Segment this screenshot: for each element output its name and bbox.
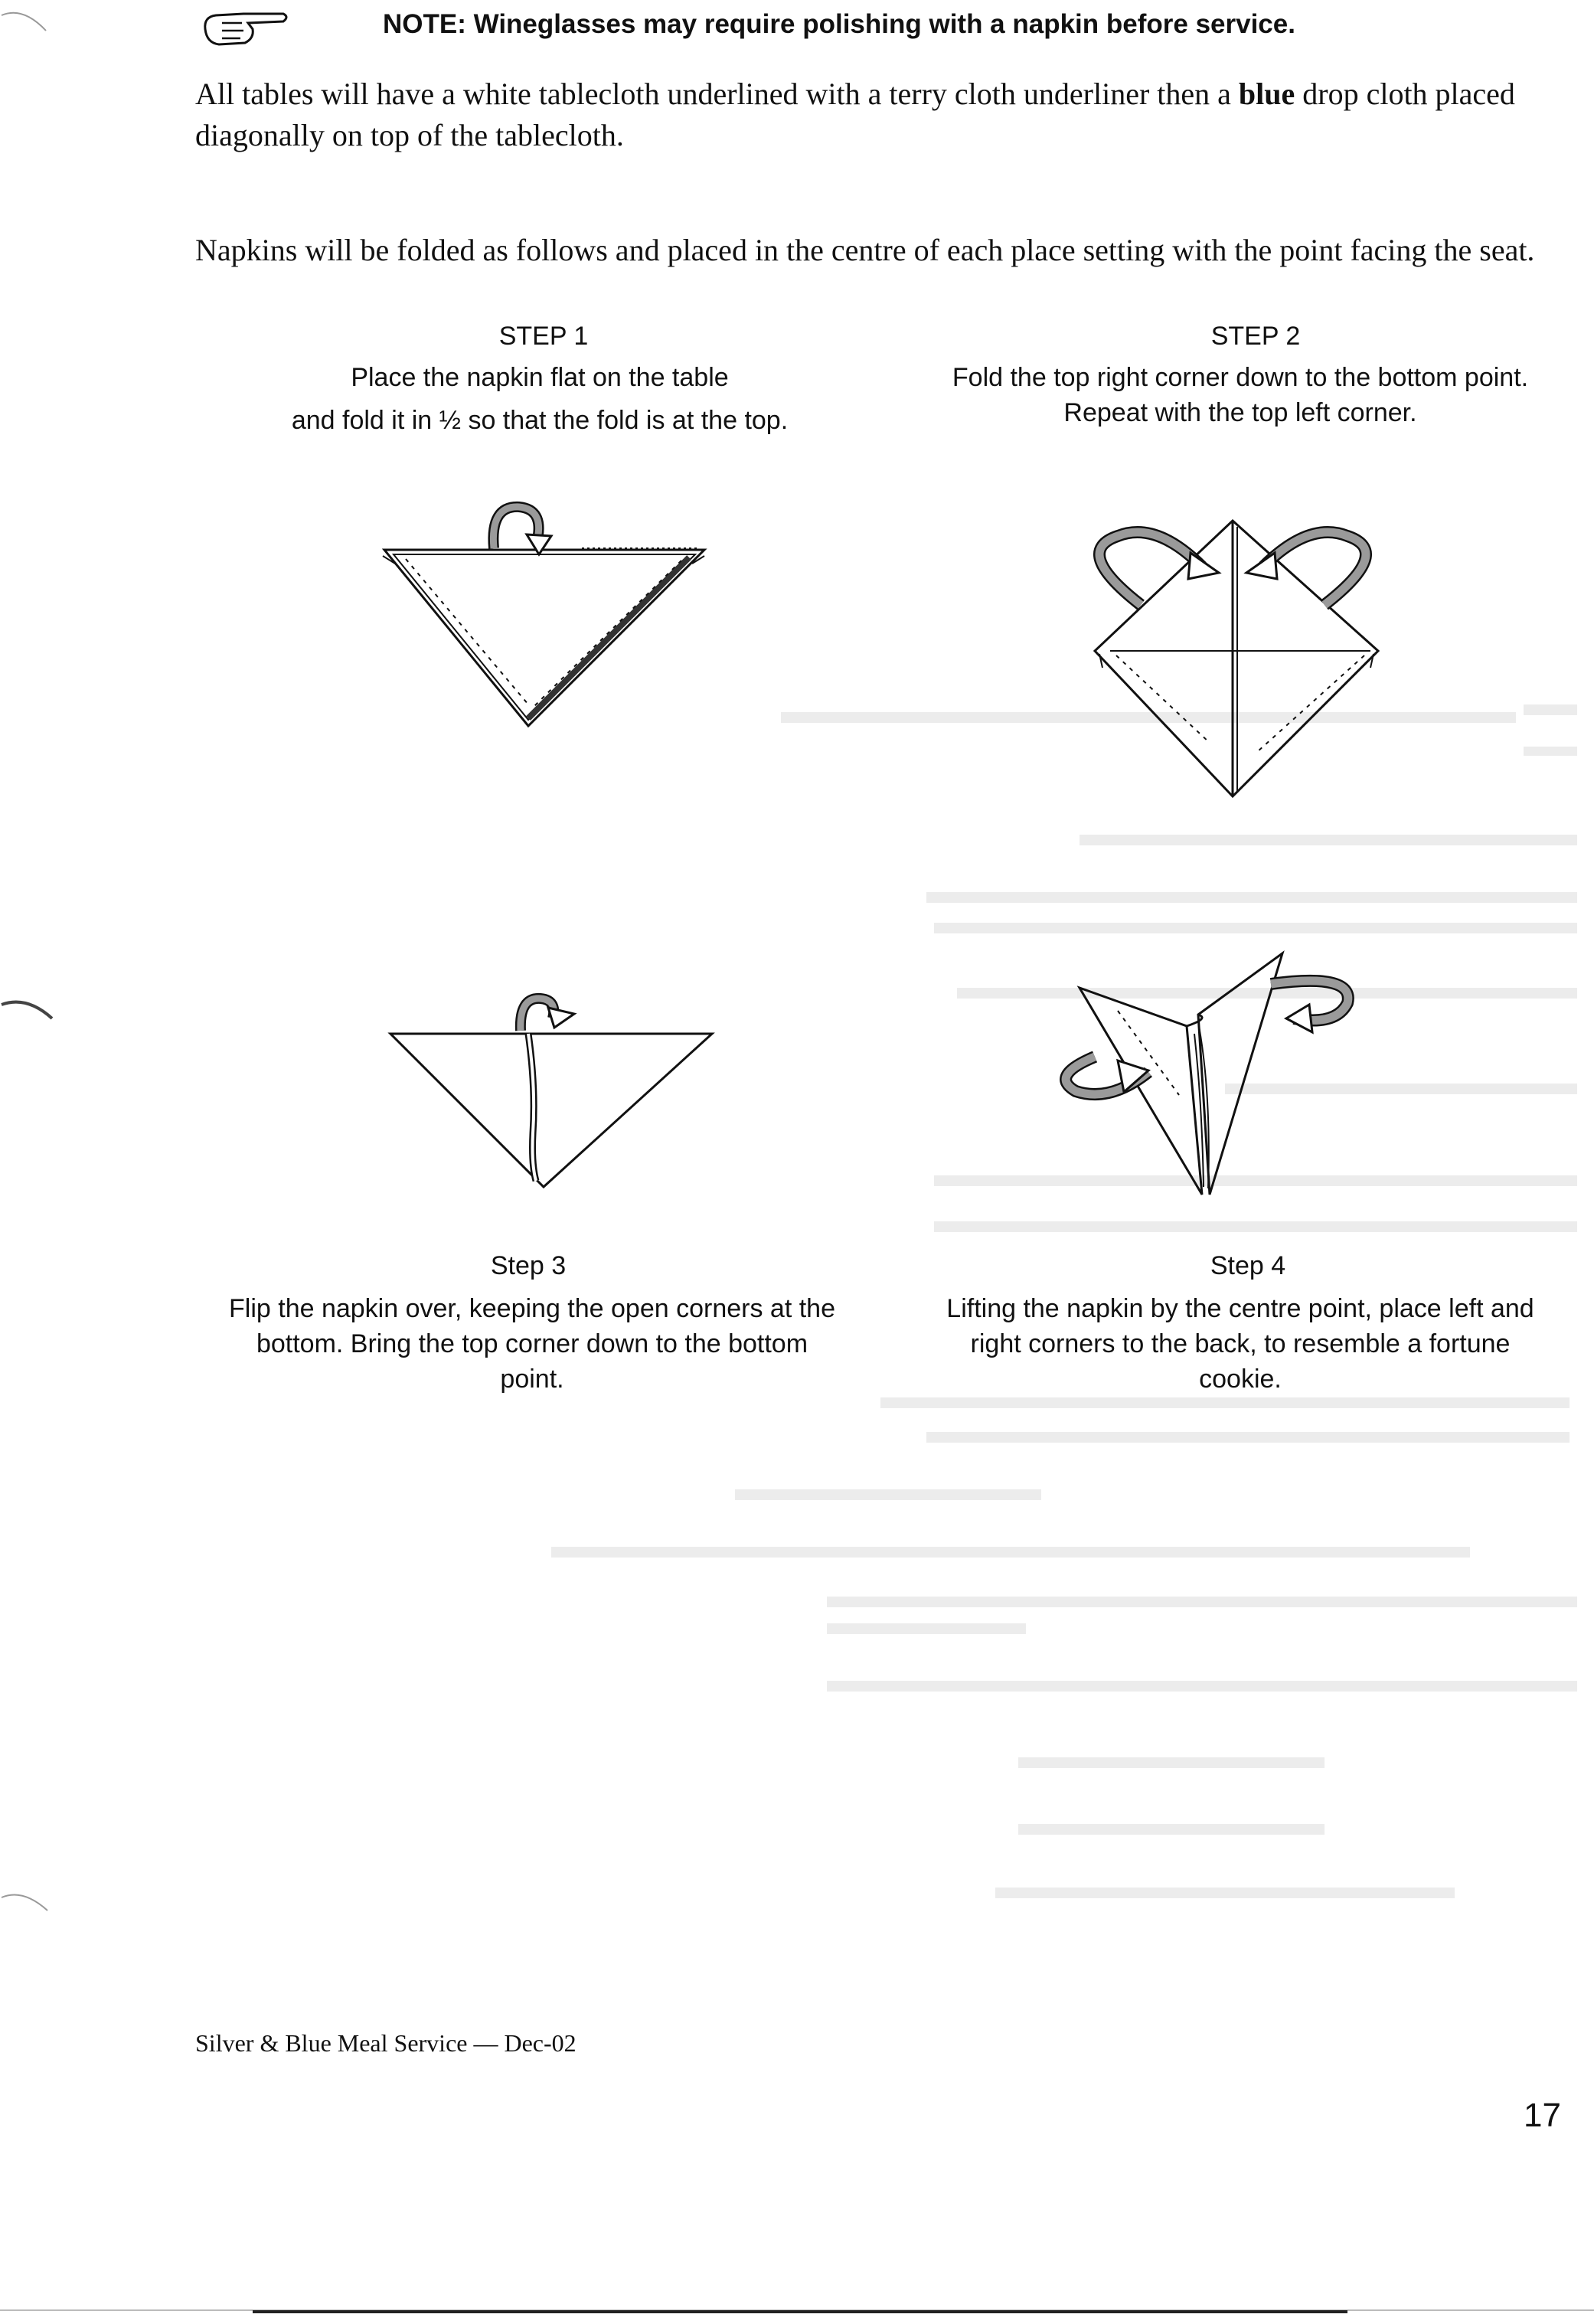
step-4-description-line-3: cookie. — [1199, 1365, 1282, 1394]
service-note: NOTE: Wineglasses may require polishing with a napkin before service. — [383, 9, 1295, 39]
pointing-hand-icon — [199, 6, 291, 52]
step-4-description — [903, 1291, 1577, 1397]
document-footer: Silver & Blue Meal Service — Dec-02 — [195, 2029, 577, 2057]
step-4-description-line-1: Lifting the napkin by the centre point, place left and — [946, 1294, 1534, 1323]
step-3-napkin-diagram — [383, 980, 720, 1210]
step-1-heading: STEP 1 — [498, 322, 589, 351]
step-1-description-line-1: Place the napkin flat on the table — [351, 363, 729, 392]
step-2-description-line-1: Fold the top right corner down to the bottom point. — [952, 363, 1529, 392]
tablecloth-text-end: drop cloth placed diagonally on top of the tablecloth. — [195, 77, 1515, 152]
tablecloth-text: All tables will have a white tablecloth underlined with a terry cloth underliner then a — [195, 77, 1239, 111]
page-number: 17 — [1524, 2097, 1561, 2134]
step-4-description-line-2: right corners to the back, to resemble a fortune — [970, 1329, 1511, 1358]
step-2-napkin-diagram — [1057, 490, 1409, 827]
step-3-description-line-3: point. — [500, 1365, 564, 1394]
step-2-description — [903, 360, 1577, 430]
napkin-instructions: Napkins will be folded as follows and placed in the centre of each place setting with the point facing the seat. — [195, 233, 1535, 267]
step-2-heading: STEP 2 — [1210, 322, 1301, 351]
step-4-napkin-diagram — [1034, 904, 1386, 1210]
step-3-description-line-2: bottom. Bring the top corner down to the bottom — [256, 1329, 808, 1358]
hole-punch-marks — [0, 0, 61, 2324]
step-1-description-line-2: and fold it in ½ so that the fold is at the top. — [291, 406, 789, 435]
step-1-napkin-diagram — [375, 490, 712, 735]
step-3-description — [188, 1291, 877, 1397]
step-2-description-line-2: Repeat with the top left corner. — [1063, 398, 1417, 427]
step-3-description-line-1: Flip the napkin over, keeping the open corners at the — [229, 1294, 835, 1323]
tablecloth-instructions — [195, 74, 1566, 156]
step-4-heading: Step 4 — [1210, 1251, 1286, 1280]
step-3-heading: Step 3 — [490, 1251, 567, 1280]
scan-edge-line — [0, 2301, 1594, 2324]
tablecloth-emphasis: blue — [1238, 77, 1295, 111]
